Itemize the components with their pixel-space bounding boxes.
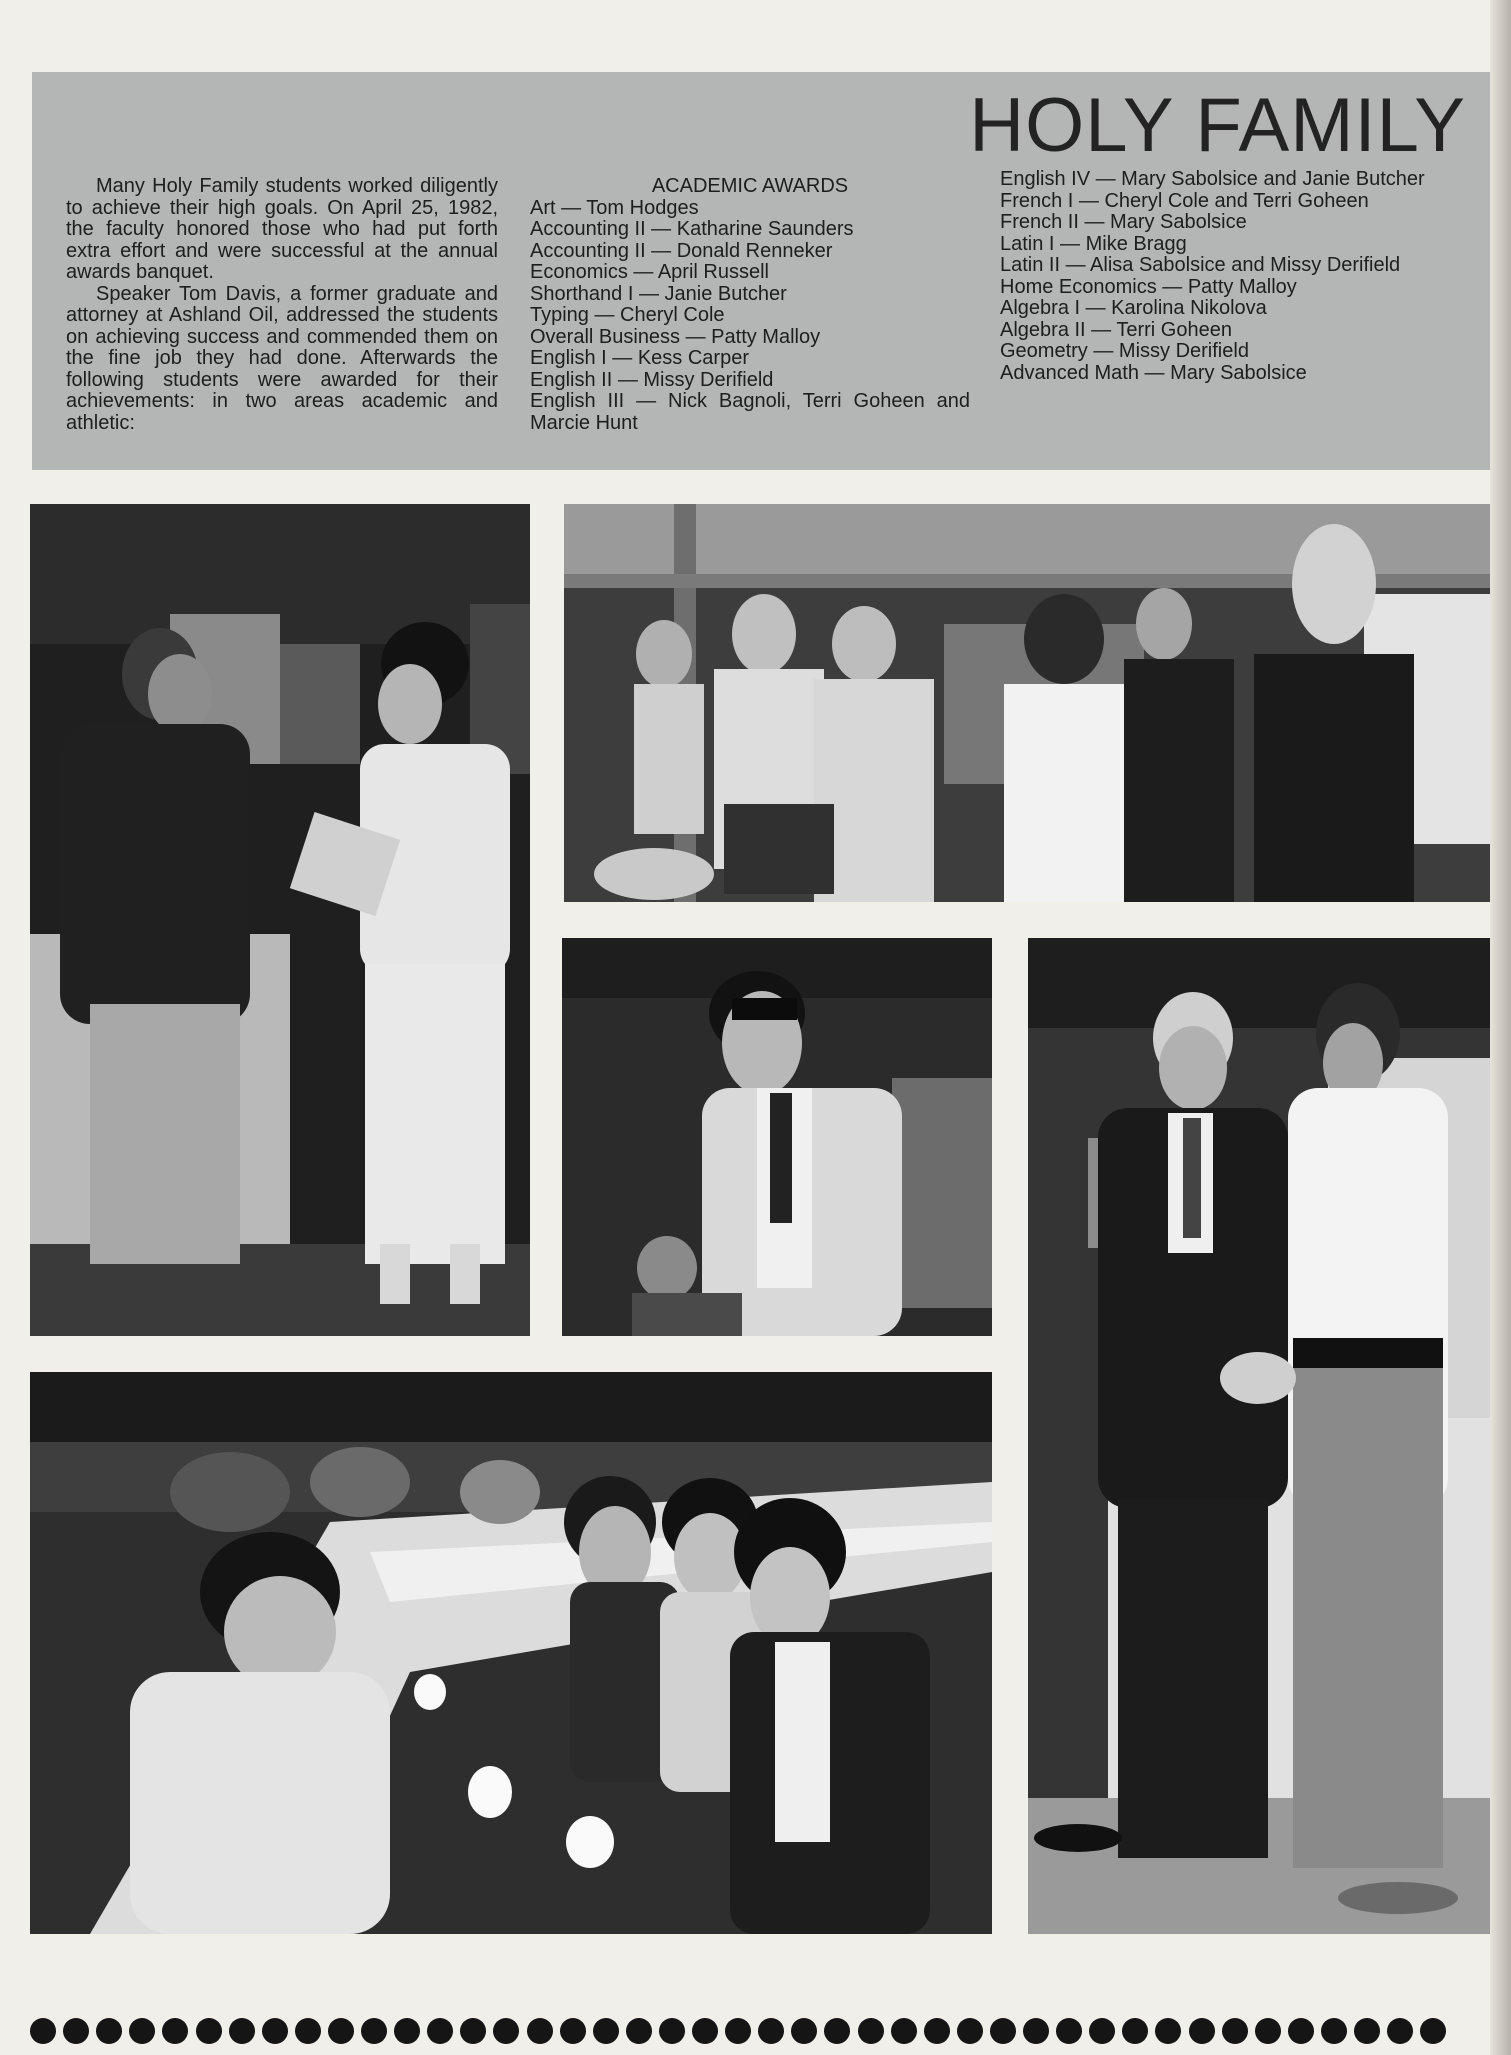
award-line: Typing — Cheryl Cole (530, 304, 725, 326)
academic-awards-column-2 (1000, 169, 1438, 384)
decorative-dot (527, 2018, 553, 2044)
decorative-dot (957, 2018, 983, 2044)
award-line: English II — Missy Derifield (530, 368, 774, 391)
awards-heading: ACADEMIC AWARDS (651, 175, 849, 197)
photo-head-table-applause (564, 504, 1490, 902)
decorative-dot (659, 2018, 685, 2044)
award-line: English I — Kess Carper (530, 347, 749, 369)
decorative-dot (1420, 2018, 1446, 2044)
decorative-dot (924, 2018, 950, 2044)
decorative-dot (1321, 2018, 1347, 2044)
decorative-dot (758, 2018, 784, 2044)
decorative-dot (1288, 2018, 1314, 2044)
decorative-dot (560, 2018, 586, 2044)
decorative-dot (262, 2018, 288, 2044)
decorative-dot (427, 2018, 453, 2044)
decorative-dot (1023, 2018, 1049, 2044)
award-line: Geometry — Missy Derifield (1000, 340, 1249, 362)
page-spine-edge (1490, 0, 1511, 2055)
decorative-dot (96, 2018, 122, 2044)
photo-speaker-image (562, 938, 992, 1336)
decorative-dot (361, 2018, 387, 2044)
decorative-dot (30, 2018, 56, 2044)
decorative-dot (791, 2018, 817, 2044)
decorative-dot (394, 2018, 420, 2044)
decorative-dot (1189, 2018, 1215, 2044)
decorative-dot (328, 2018, 354, 2044)
award-line: English III — Nick Bagnoli, Terri Goheen and Marcie Hunt (530, 390, 970, 434)
award-line: Shorthand I — Janie Butcher (530, 282, 787, 305)
decorative-dot (1255, 2018, 1281, 2044)
decorative-dot (1354, 2018, 1380, 2044)
award-line: Accounting II — Katharine Saunders (530, 218, 854, 240)
decorative-dot (229, 2018, 255, 2044)
decorative-dot (1056, 2018, 1082, 2044)
award-line: Art — Tom Hodges (530, 196, 699, 219)
photo-head-table-applause-image (564, 504, 1490, 902)
photo-speaker (562, 938, 992, 1336)
award-line: Overall Business — Patty Malloy (530, 325, 821, 348)
decorative-dot (1122, 2018, 1148, 2044)
intro-paragraph-2: Speaker Tom Davis, a former graduate and attorney at Ashland Oil, addressed the students on achieving success and commended them on the fine job they had done. Afterwards the following students were awarded for their achievements: in two areas academic and athletic: (66, 282, 498, 434)
decorative-dot (990, 2018, 1016, 2044)
award-line: English IV — Mary Sabolsice and Janie Butcher (1000, 168, 1425, 190)
decorative-dot (593, 2018, 619, 2044)
dot-border-row (30, 2018, 1440, 2048)
intro-paragraph-1: Many Holy Family students worked diligently to achieve their high goals. On April 25, 1982, the faculty honored those who had put forth extra effort and were successful at the annual awards banquet. (66, 175, 498, 283)
academic-awards-column-1 (530, 176, 970, 434)
award-line: Latin II — Alisa Sabolsice and Missy Derifield (1000, 254, 1401, 276)
photo-award-presentation (30, 504, 530, 1336)
decorative-dot (196, 2018, 222, 2044)
decorative-dot (162, 2018, 188, 2044)
page-title: HOLY FAMILY (969, 83, 1466, 168)
photo-award-presentation-image (30, 504, 530, 1336)
intro-text (66, 176, 498, 434)
award-line: Home Economics — Patty Malloy (1000, 275, 1297, 298)
decorative-dot (493, 2018, 519, 2044)
award-line: Algebra II — Terri Goheen (1000, 318, 1232, 341)
decorative-dot (891, 2018, 917, 2044)
decorative-dot (626, 2018, 652, 2044)
photo-handshake (1028, 938, 1490, 1934)
decorative-dot (1155, 2018, 1181, 2044)
award-line: Accounting II — Donald Renneker (530, 239, 833, 262)
decorative-dot (824, 2018, 850, 2044)
decorative-dot (1222, 2018, 1248, 2044)
award-line: Economics — April Russell (530, 261, 769, 283)
decorative-dot (725, 2018, 751, 2044)
decorative-dot (295, 2018, 321, 2044)
decorative-dot (63, 2018, 89, 2044)
decorative-dot (129, 2018, 155, 2044)
decorative-dot (1387, 2018, 1413, 2044)
photo-banquet-tables (30, 1372, 992, 1934)
decorative-dot (1089, 2018, 1115, 2044)
award-line: French I — Cheryl Cole and Terri Goheen (1000, 189, 1369, 212)
decorative-dot (692, 2018, 718, 2044)
decorative-dot (460, 2018, 486, 2044)
award-line: Latin I — Mike Bragg (1000, 232, 1187, 255)
decorative-dot (858, 2018, 884, 2044)
award-line: Algebra I — Karolina Nikolova (1000, 297, 1267, 319)
award-line: Advanced Math — Mary Sabolsice (1000, 361, 1307, 384)
award-line: French II — Mary Sabolsice (1000, 211, 1247, 233)
photo-banquet-tables-image (30, 1372, 992, 1934)
photo-handshake-image (1028, 938, 1490, 1934)
